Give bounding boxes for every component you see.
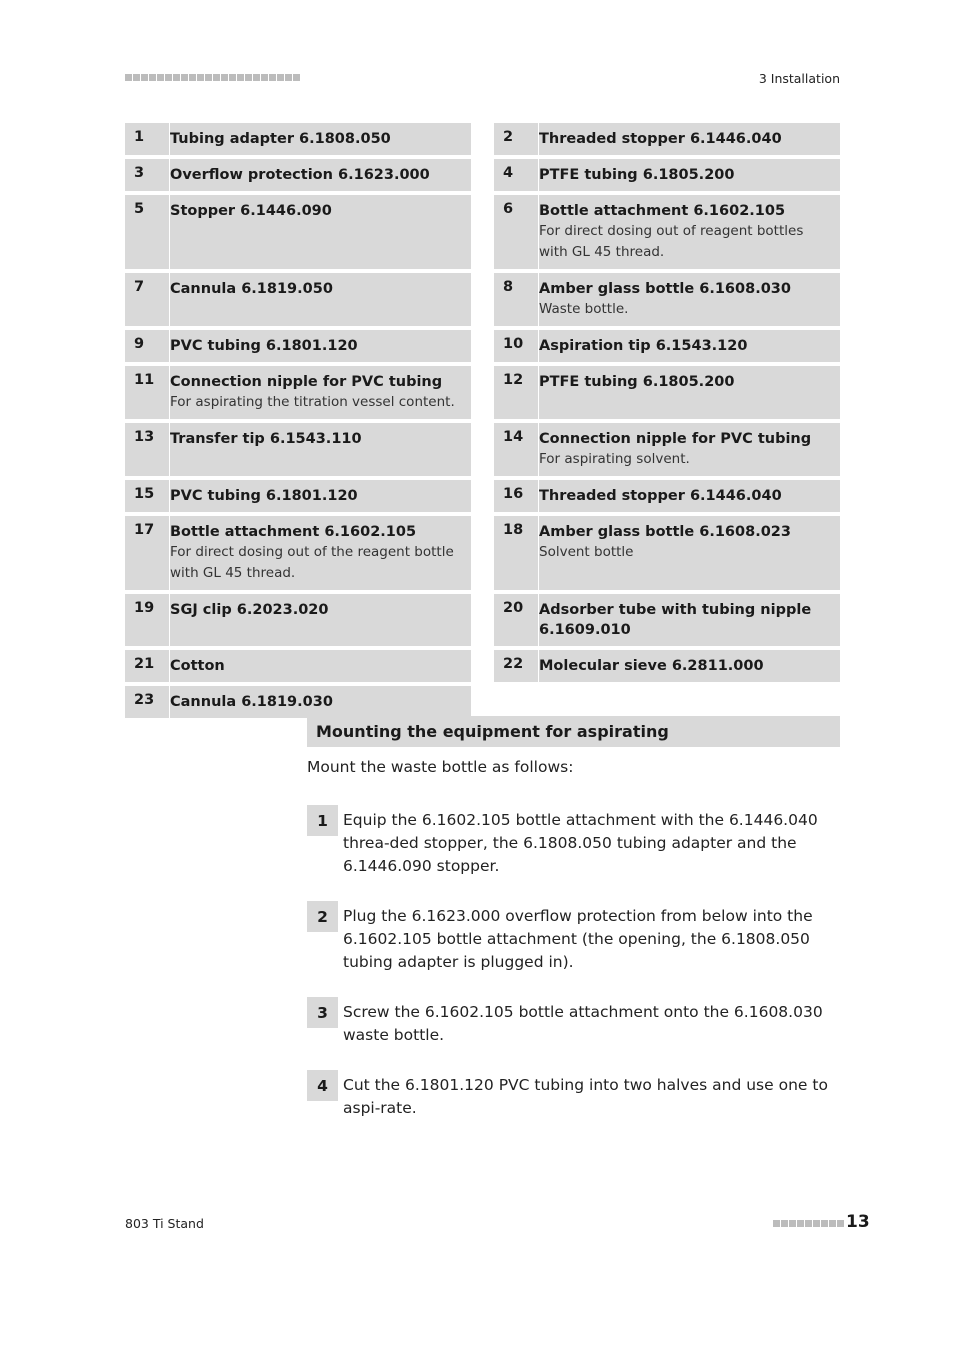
step-number: 3	[307, 997, 338, 1028]
footer-square	[805, 1220, 812, 1227]
header-square	[181, 74, 188, 81]
part-number: 20	[494, 594, 539, 646]
step-item	[307, 997, 840, 1047]
footer-square	[837, 1220, 844, 1227]
header-square	[293, 74, 300, 81]
step-number: 1	[307, 805, 338, 836]
part-title: Connection nipple for PVC tubing	[170, 374, 443, 390]
part-description: For direct dosing out of reagent bottles with GL 45 thread.	[539, 223, 804, 260]
part-number: 5	[125, 195, 170, 269]
part-title: Aspiration tip 6.1543.120	[539, 338, 748, 354]
footer-square	[829, 1220, 836, 1227]
part-body	[170, 159, 471, 191]
part-title: Bottle attachment 6.1602.105	[539, 203, 786, 219]
part-description: For aspirating solvent.	[539, 451, 690, 467]
part-entry	[494, 123, 840, 155]
part-number: 3	[125, 159, 170, 191]
part-number: 8	[494, 273, 539, 326]
part-body	[539, 366, 840, 419]
part-body	[170, 366, 471, 419]
header-square	[149, 74, 156, 81]
footer-square	[773, 1220, 780, 1227]
part-body	[539, 480, 840, 512]
part-entry	[494, 195, 840, 269]
header-square	[173, 74, 180, 81]
part-description: For direct dosing out of the reagent bottle with GL 45 thread.	[170, 544, 454, 581]
step-item	[307, 901, 840, 974]
part-title: Cotton	[170, 658, 225, 674]
part-entry	[125, 123, 471, 155]
step-number: 2	[307, 901, 338, 932]
part-title: Bottle attachment 6.1602.105	[170, 524, 417, 540]
part-title: Amber glass bottle 6.1608.030	[539, 281, 791, 297]
part-body	[539, 273, 840, 326]
part-number: 11	[125, 366, 170, 419]
part-description: Waste bottle.	[539, 301, 629, 317]
step-text: Screw the 6.1602.105 bottle attachment onto the 6.1608.030 waste bottle.	[343, 1003, 823, 1044]
part-entry	[494, 273, 840, 326]
part-title: Connection nipple for PVC tubing	[539, 431, 812, 447]
part-title: SGJ clip 6.2023.020	[170, 602, 329, 618]
part-number: 7	[125, 273, 170, 326]
part-title: Amber glass bottle 6.1608.023	[539, 524, 791, 540]
part-number: 4	[494, 159, 539, 191]
part-entry	[494, 594, 840, 646]
part-title: Tubing adapter 6.1808.050	[170, 131, 391, 147]
part-entry	[494, 366, 840, 419]
part-title: Cannula 6.1819.050	[170, 281, 333, 297]
part-body	[170, 650, 471, 682]
part-number: 1	[125, 123, 170, 155]
part-body	[539, 650, 840, 682]
footer-square	[797, 1220, 804, 1227]
header-square	[277, 74, 284, 81]
parts-legend-table	[125, 123, 840, 718]
part-number: 21	[125, 650, 170, 682]
part-body	[170, 273, 471, 326]
header-square	[133, 74, 140, 81]
part-number: 22	[494, 650, 539, 682]
part-body	[170, 480, 471, 512]
part-entry	[125, 686, 471, 718]
part-number: 6	[494, 195, 539, 269]
step-item	[307, 1070, 840, 1120]
part-body	[170, 195, 471, 269]
part-title: PVC tubing 6.1801.120	[170, 338, 358, 354]
header-section-title: 3 Installation	[758, 71, 840, 86]
part-description: For aspirating the titration vessel content.	[170, 394, 455, 410]
part-number: 2	[494, 123, 539, 155]
part-number: 17	[125, 516, 170, 590]
part-body	[539, 423, 840, 476]
part-body	[539, 594, 840, 646]
step-number: 4	[307, 1070, 338, 1101]
part-body	[170, 594, 471, 646]
part-entry	[125, 594, 471, 646]
part-body	[539, 159, 840, 191]
header-square	[157, 74, 164, 81]
part-number: 13	[125, 423, 170, 476]
part-entry	[125, 159, 471, 191]
part-entry	[494, 423, 840, 476]
part-body	[170, 516, 471, 590]
header-square	[221, 74, 228, 81]
header-square	[213, 74, 220, 81]
part-number: 19	[125, 594, 170, 646]
part-title: PTFE tubing 6.1805.200	[539, 374, 735, 390]
header-square	[189, 74, 196, 81]
part-title: PVC tubing 6.1801.120	[170, 488, 358, 504]
part-entry	[494, 516, 840, 590]
part-entry	[494, 650, 840, 682]
part-entry	[494, 480, 840, 512]
part-entry	[125, 480, 471, 512]
part-body	[170, 686, 471, 718]
header-square	[205, 74, 212, 81]
footer-square	[789, 1220, 796, 1227]
part-description: Solvent bottle	[539, 544, 634, 560]
part-title: Overflow protection 6.1623.000	[170, 167, 430, 183]
part-number: 10	[494, 330, 539, 362]
step-text: Cut the 6.1801.120 PVC tubing into two halves and use one to aspi-rate.	[343, 1076, 828, 1117]
step-text: Equip the 6.1602.105 bottle attachment with the 6.1446.040 threa-ded stopper, the 6.1808.050 tubing adapter and the 6.1446.090 stopper.	[343, 811, 818, 875]
footer-square	[821, 1220, 828, 1227]
part-body	[539, 195, 840, 269]
part-entry	[125, 423, 471, 476]
part-title: Stopper 6.1446.090	[170, 203, 332, 219]
part-number: 14	[494, 423, 539, 476]
part-body	[170, 123, 471, 155]
part-entry	[494, 330, 840, 362]
header-square	[125, 74, 132, 81]
header-square	[237, 74, 244, 81]
part-entry	[494, 159, 840, 191]
part-title: Threaded stopper 6.1446.040	[539, 488, 782, 504]
part-body	[539, 123, 840, 155]
header-square	[253, 74, 260, 81]
part-body	[539, 330, 840, 362]
part-body	[170, 423, 471, 476]
step-item	[307, 805, 840, 878]
header-square	[197, 74, 204, 81]
footer-square	[813, 1220, 820, 1227]
part-title: PTFE tubing 6.1805.200	[539, 167, 735, 183]
part-title: Adsorber tube with tubing nipple 6.1609.010	[539, 602, 812, 638]
section-heading: Mounting the equipment for aspirating	[307, 716, 840, 747]
header-square	[141, 74, 148, 81]
footer-decoration	[773, 1220, 844, 1227]
part-entry	[125, 516, 471, 590]
footer-square	[781, 1220, 788, 1227]
part-entry	[125, 273, 471, 326]
part-entry	[125, 195, 471, 269]
header-decoration	[125, 74, 300, 81]
header-square	[269, 74, 276, 81]
part-number: 12	[494, 366, 539, 419]
part-body	[170, 330, 471, 362]
part-number: 18	[494, 516, 539, 590]
part-title: Threaded stopper 6.1446.040	[539, 131, 782, 147]
header-square	[165, 74, 172, 81]
header-square	[285, 74, 292, 81]
header-square	[245, 74, 252, 81]
page-number: 13	[846, 1212, 870, 1232]
part-title: Molecular sieve 6.2811.000	[539, 658, 764, 674]
part-title: Transfer tip 6.1543.110	[170, 431, 362, 447]
footer-product-name: 803 Ti Stand	[125, 1216, 204, 1231]
part-number: 9	[125, 330, 170, 362]
part-entry	[125, 330, 471, 362]
part-entry	[125, 650, 471, 682]
header-square	[261, 74, 268, 81]
part-title: Cannula 6.1819.030	[170, 694, 333, 710]
part-entry	[125, 366, 471, 419]
header-square	[229, 74, 236, 81]
part-number: 15	[125, 480, 170, 512]
section-intro: Mount the waste bottle as follows:	[307, 758, 574, 776]
part-number: 23	[125, 686, 170, 718]
part-number: 16	[494, 480, 539, 512]
step-text: Plug the 6.1623.000 overflow protection from below into the 6.1602.105 bottle attachment (the opening, the 6.1808.050 tubing adapter is plugged in).	[343, 907, 813, 971]
part-body	[539, 516, 840, 590]
